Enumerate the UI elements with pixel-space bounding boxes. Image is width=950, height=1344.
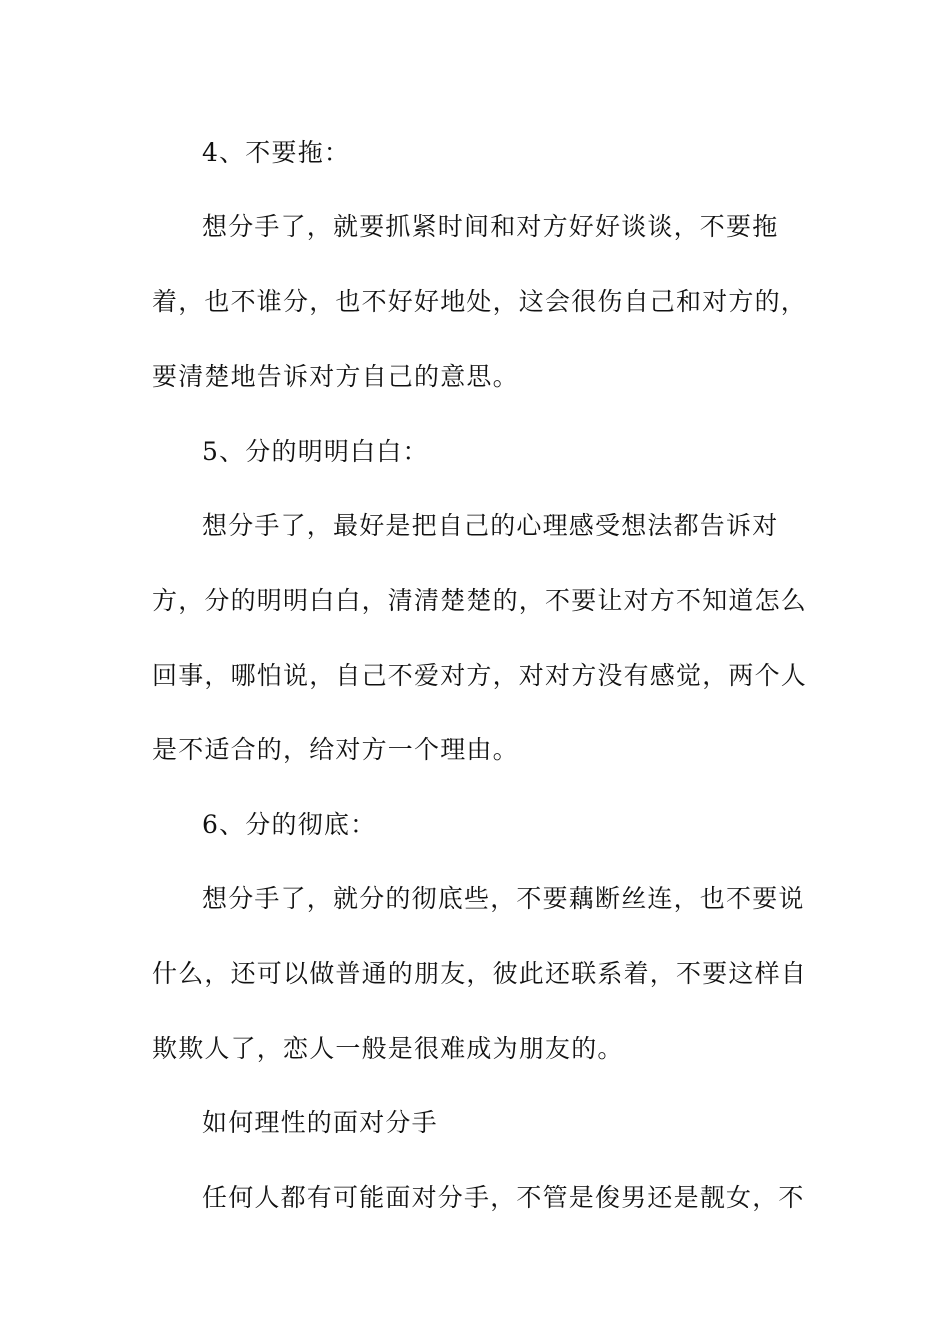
paragraph-line: 是不适合的，给对方一个理由。 bbox=[152, 735, 519, 764]
paragraph-line: 想分手了，就分的彻底些，不要藕断丝连，也不要说 bbox=[202, 884, 805, 913]
heading-point-5: 5、分的明明白白： bbox=[202, 437, 429, 466]
paragraph-line: 什么，还可以做普通的朋友，彼此还联系着，不要这样自 bbox=[152, 959, 808, 988]
section-heading: 如何理性的面对分手 bbox=[202, 1108, 438, 1137]
heading-point-4: 4、不要拖： bbox=[202, 138, 351, 167]
paragraph-line: 方，分的明明白白，清清楚楚的，不要让对方不知道怎么 bbox=[152, 586, 808, 615]
paragraph-line: 要清楚地告诉对方自己的意思。 bbox=[152, 362, 519, 391]
paragraph-line: 想分手了，最好是把自己的心理感受想法都告诉对 bbox=[202, 511, 779, 540]
paragraph-line: 任何人都有可能面对分手，不管是俊男还是靓女，不 bbox=[202, 1183, 805, 1212]
paragraph-line: 回事，哪怕说，自己不爱对方，对对方没有感觉，两个人 bbox=[152, 661, 808, 690]
paragraph-line: 着，也不谁分，也不好好地处，这会很伤自己和对方的， bbox=[152, 287, 808, 316]
heading-point-6: 6、分的彻底： bbox=[202, 810, 377, 839]
paragraph-line: 想分手了，就要抓紧时间和对方好好谈谈，不要拖 bbox=[202, 212, 779, 241]
paragraph-line: 欺欺人了，恋人一般是很难成为朋友的。 bbox=[152, 1034, 624, 1063]
